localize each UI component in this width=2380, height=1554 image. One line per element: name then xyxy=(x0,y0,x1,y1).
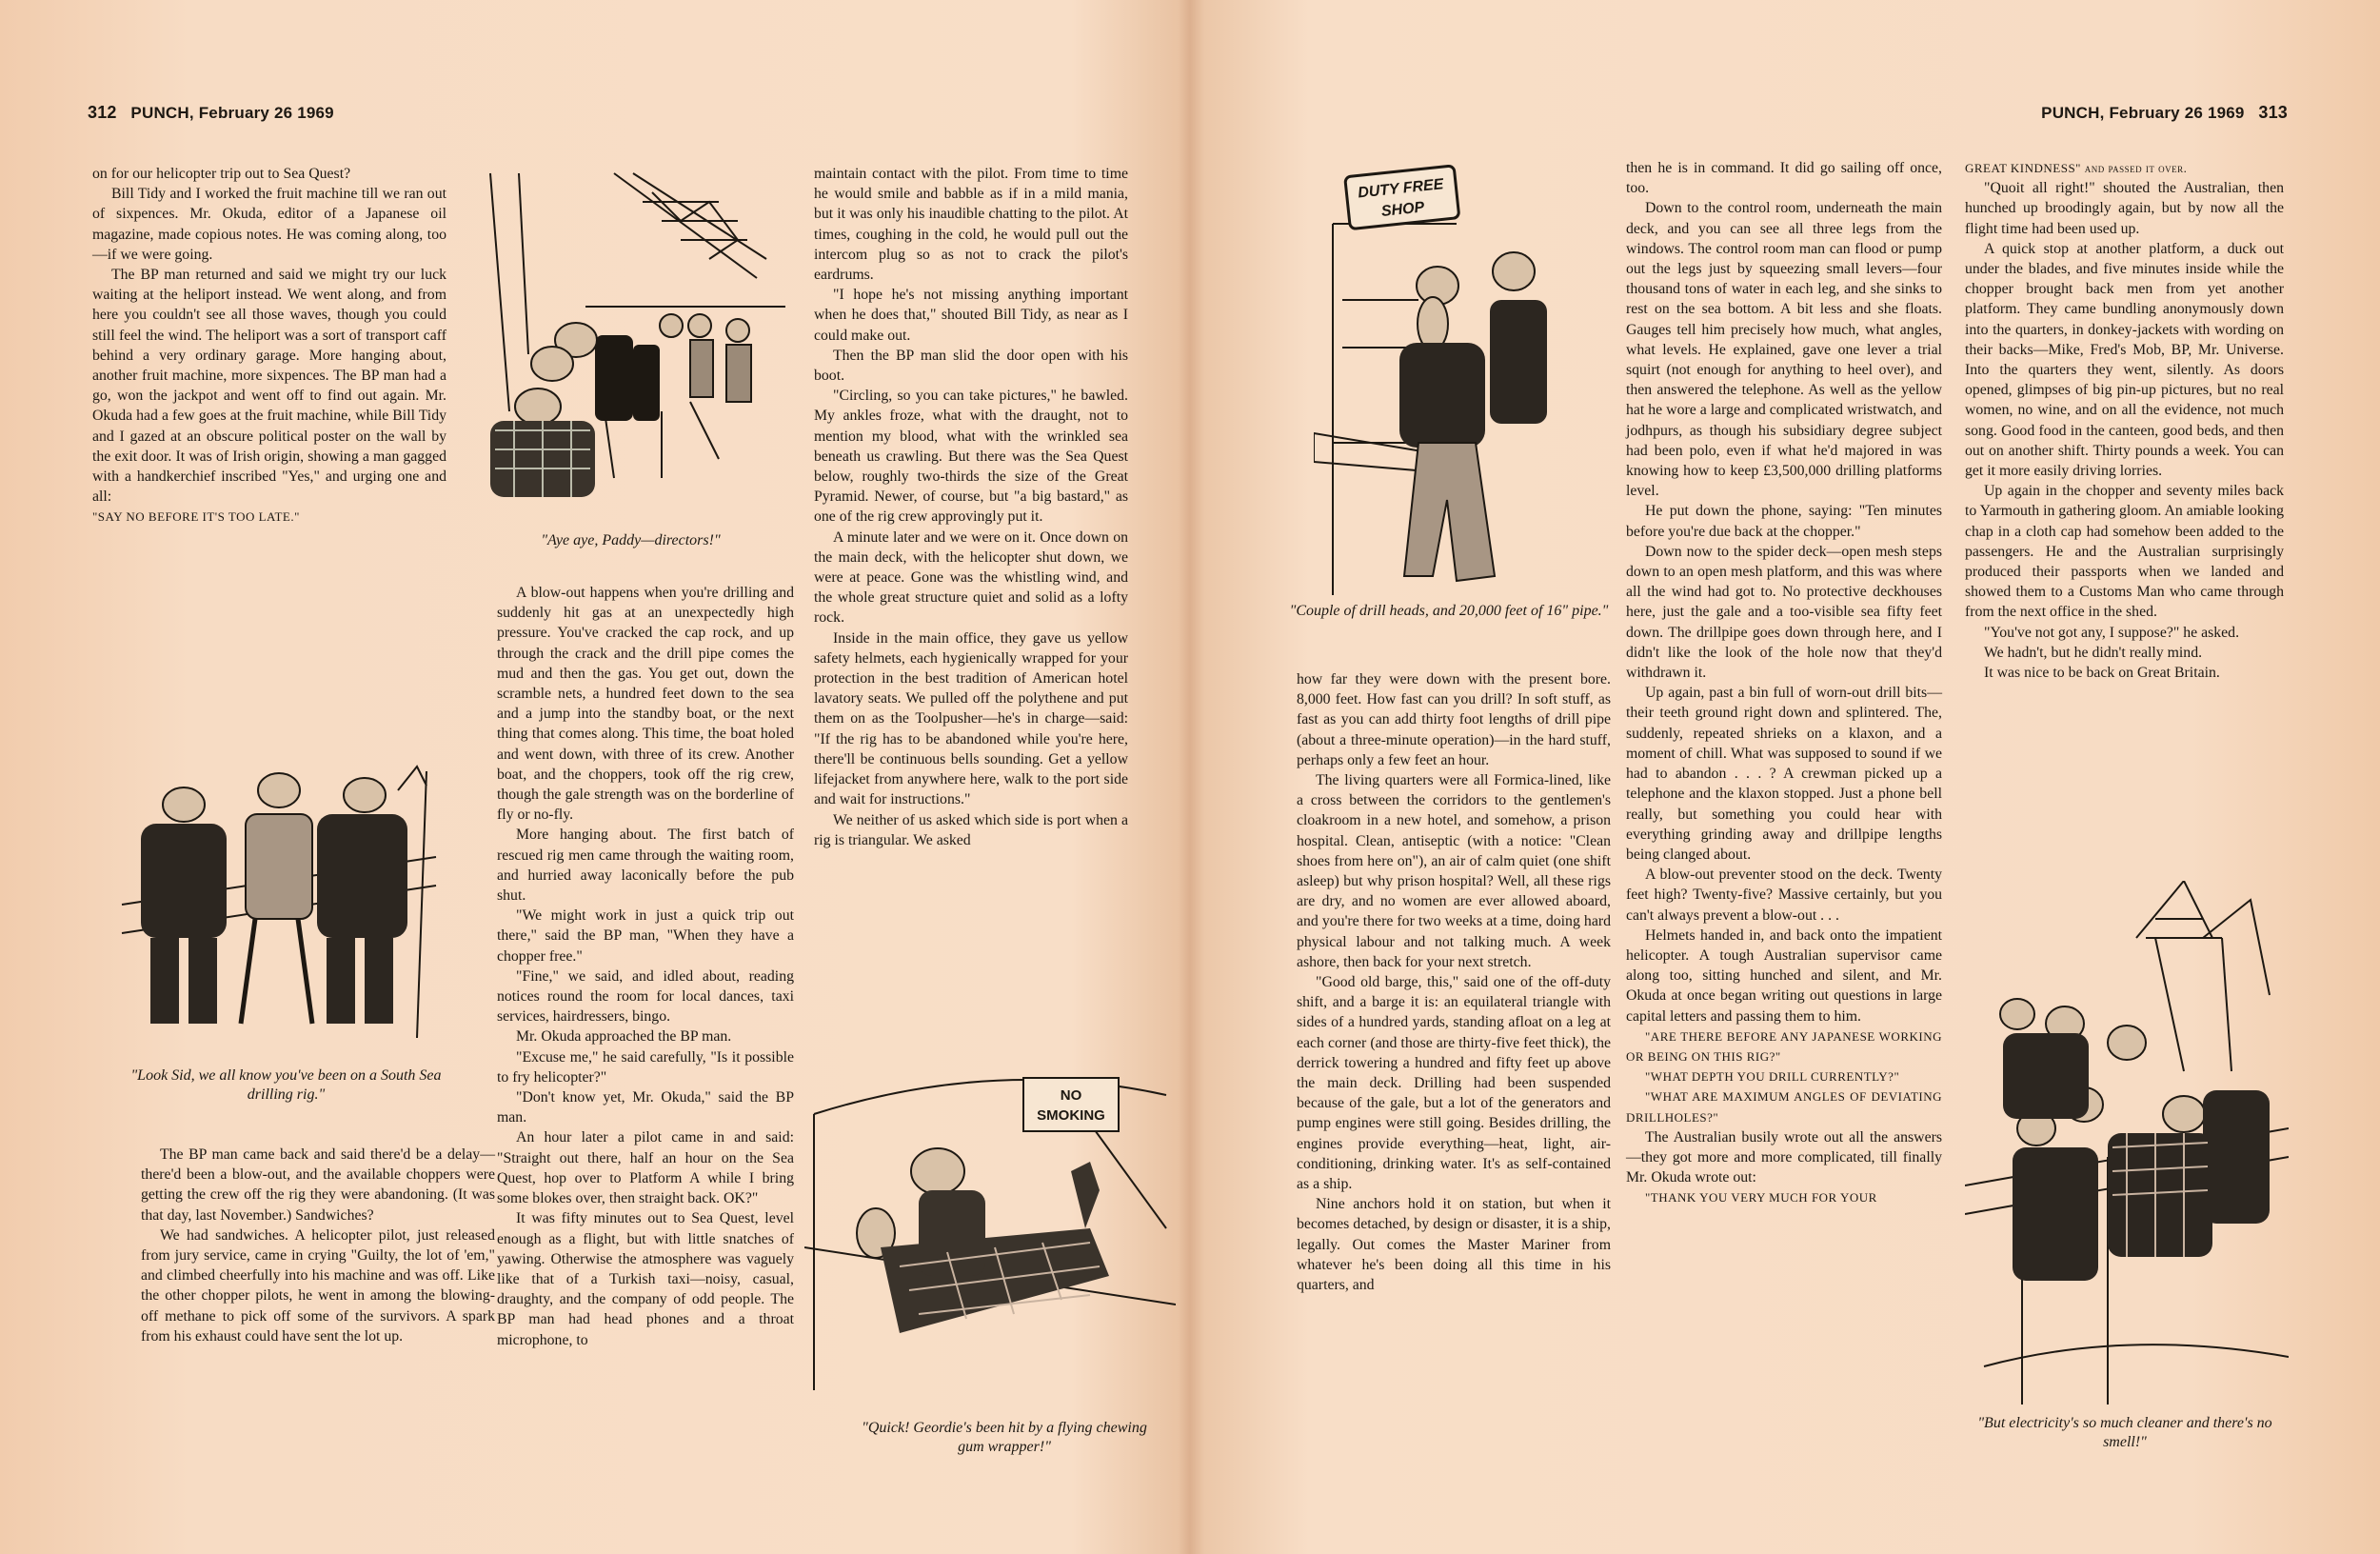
left-page xyxy=(0,0,1188,1554)
column-3 xyxy=(814,164,1128,850)
paragraph: Mr. Okuda approached the BP man. xyxy=(516,1028,732,1046)
paragraph: The Australian busily wrote out all the answers—they got more and more complicated, till finally Mr. Okuda wrote out: xyxy=(1626,1128,1942,1186)
cartoon-caption: "But electricity's so much cleaner and there's no smell!" xyxy=(1977,1415,2272,1450)
page-number: 313 xyxy=(2258,103,2288,122)
paragraph: Inside in the main office, they gave us yellow safety helmets, each hygienically wrapped for your protection in the best tradition of American hotel lavatory seats. We pulled off the polythene and put them on as the Toolpusher—he's in charge—said: "If the rig has to be abandoned while you're here, there'll be continuous bells sounding. Get a yellow lifejacket from anywhere here, walk to the port side and wait for instructions." xyxy=(814,629,1128,808)
paragraph: The living quarters were all Formica-lined, like a cross between the corridors to the gentlemen's cloakroom in a new hotel, and somehow, a prison hospital. Clean, antiseptic (with a notice: "Clean shoes from here on"), an air of calm quiet (one shift asleep) but why prison hospital? Well, all these rigs are dry, and no women are ever allowed aboard, and you're there for two weeks at a time, doing hard physical labour and not talking much. A week ashore, then back for your next stretch. xyxy=(1297,772,1611,970)
cartoon-electricity xyxy=(1965,881,2289,1405)
poster-slogan: "SAY NO BEFORE IT'S TOO LATE." xyxy=(92,509,300,525)
paragraph: Up again, past a bin full of worn-out drill bits—their teeth ground right down and splintered. The, suddenly, repeated shrieks on a klaxon, and a moment of chill. What was supposed to sound if we had to abandon . . . ? A crewman picked up a telephone and the klaxon stopped. Just a phone bell really, but something you could hear with everything grinding away and drillpipe lengths being clanged about. xyxy=(1626,685,1942,863)
column-1-bottom xyxy=(141,1145,495,1346)
paragraph: Then the BP man slid the door open with his boot. xyxy=(814,347,1128,385)
sign-text: SMOKING xyxy=(1037,1107,1105,1124)
page-number: 312 xyxy=(88,103,117,122)
paragraph: "Circling, so you can take pictures," he bawled. My ankles froze, what with the draught, not to mention my blood, what with the wrinkled sea beneath us crawling. But there was the Sea Quest below, roughly two-thirds the size of the Great Pyramid. Newer, of course, but "a big bastard," as one of the rig crew approvingly put it. xyxy=(814,388,1128,526)
paragraph: Down now to the spider deck—open mesh steps down to an open mesh platform, and this was where all the wind had got to. No protective deckhouses here, just the gale and a too-visible sea fifty feet down. The drillpipe goes down through here, and I didn't like the look of the hole now that they'd withdrawn it. xyxy=(1626,543,1942,682)
cartoon-directors xyxy=(471,164,785,521)
question-note: "THANK YOU VERY MUCH FOR YOUR xyxy=(1645,1190,1877,1205)
paragraph: A blow-out preventer stood on the deck. Twenty feet high? Twenty-five? Massive certainly, but you can't always prevent a blow-out . . . xyxy=(1626,867,1942,924)
question-note: GREAT KINDNESS" and passed it over. xyxy=(1965,161,2188,175)
paragraph: More hanging about. The first batch of rescued rig men came through the waiting room, and hurried away laconically before the pub shut. xyxy=(497,827,794,905)
paragraph: Helmets handed in, and back onto the impatient helicopter. A tough Australian supervisor came along too, sitting hunched and silent, and Mr. Okuda at once began writing out questions in large capital letters and passing them to him. xyxy=(1626,926,1942,1025)
paragraph: The BP man returned and said we might try our luck waiting at the heliport instead. We went along, and from here you couldn't see all those waves, though you could still feel the wind. The heliport was a sort of transport caff behind a very ordinary garage. More hanging about, another fruit machine, more sixpences. The BP man had a go, won the jackpot and went off to find out again. Mr. Okuda had a few goes at the fruit machine, while Bill Tidy and I gazed at an obscure political poster on the wall by the exit door. It was of Irish origin, showing a man gagged with a handkerchief inscribed "Yes," and urging one and all: xyxy=(92,267,446,506)
paragraph: It was nice to be back on Great Britain. xyxy=(1984,665,2220,682)
paragraph: "Excuse me," he said carefully, "Is it possible to fry helicopter?" xyxy=(497,1048,794,1086)
cartoon-illustration xyxy=(112,752,446,1038)
column-2 xyxy=(1626,158,1942,1208)
cartoon-south-sea xyxy=(112,752,446,1038)
cartoon-no-smoking xyxy=(804,1057,1176,1400)
paragraph: "Fine," we said, and idled about, reading notices round the room for local dances, taxi services, hairdressers, bingo. xyxy=(497,967,794,1026)
paragraph: maintain contact with the pilot. From time to time he would smile and babble as if in a mild mania, but it was only his inaudible chatting to the pilot. At times, coughing in the cold, he would pull out the intercom plug so as not to crack the pilot's eardrums. xyxy=(814,166,1128,284)
column-1 xyxy=(1297,669,1611,1295)
page-header xyxy=(2041,103,2288,123)
cartoon-caption: "Look Sid, we all know you've been on a South Sea drilling rig." xyxy=(130,1067,442,1103)
cartoon-duty-free xyxy=(1314,157,1628,595)
column-2 xyxy=(497,583,794,1350)
right-page xyxy=(1192,0,2380,1554)
cartoon-caption: "Quick! Geordie's been hit by a flying chewing gum wrapper!" xyxy=(862,1420,1147,1455)
page-header xyxy=(88,103,334,123)
paragraph: It was fifty minutes out to Sea Quest, level enough as a flight, but with little snatches of yawing. Otherwise the atmosphere was vaguely like that of a Turkish taxi—noisy, casual, draughty, and the company of odd people. The BP man had head phones and a throat microphone, to xyxy=(497,1210,794,1348)
cartoon-illustration xyxy=(471,164,785,521)
publication-line: PUNCH, February 26 1969 xyxy=(2041,104,2245,122)
paragraph: An hour later a pilot came in and said: "Straight out there, half an hour on the Sea Quest, hop over to Platform A while I bring some blokes over, then straight back. OK?" xyxy=(497,1129,794,1207)
sign-text: NO xyxy=(1060,1087,1082,1104)
paragraph: then he is in command. It did go sailing off once, too. xyxy=(1626,160,1942,197)
paragraph: Down to the control room, underneath the main deck, and you can see all three legs from the windows. The control room man can flood or pump out the legs just by squeezing small levers—four thousand tons of water in each leg, and she sinks to rest on the sea bottom. A bit less and she floats. Gauges tell him precisely how much, what angles, what levels. He explained, gave one lever a trial squirt (not enough for anything to heel over), and then answered the telephone. As well as the yellow hat he wore a large and complicated wristwatch, and jodhpurs, as though his subsidiary degree subject had been polo, even if what he'd majored in was knowing how to keep £3,500,000 drilling platforms level. xyxy=(1626,200,1942,500)
question-note: "WHAT ARE MAXIMUM ANGLES OF DEVIATING DRILLHOLES?" xyxy=(1626,1089,1942,1125)
paragraph: The BP man came back and said there'd be a delay—there'd been a blow-out, and the available choppers were getting the crew off the rig they were abandoning. (It was that day, last November.) Sandwiches? xyxy=(141,1146,495,1224)
paragraph: on for our helicopter trip out to Sea Quest? xyxy=(92,166,351,182)
column-1-top xyxy=(92,164,446,528)
publication-line: PUNCH, February 26 1969 xyxy=(130,104,334,122)
paragraph: "I hope he's not missing anything important when he does that," shouted Bill Tidy, as near as I could make out. xyxy=(814,287,1128,344)
cartoon-illustration xyxy=(804,1057,1176,1400)
paragraph: "Good old barge, this," said one of the off-duty shift, and a barge it is: an equilateral triangle with sides of a hundred yards, standing afloat on a leg at each corner (and those are thirty-five feet thick), the derrick towering a hundred and fifty feet up above the main deck. Drilling had been suspended because of the gale, but a lot of the generators and pump engines were still going. Besides drilling, the engines provide everything—heat, light, air-conditioning, drinking water. It's as self-contained as a ship. xyxy=(1297,974,1611,1193)
paragraph: A blow-out happens when you're drilling and suddenly hit gas at an unexpectedly high pressure. You've cracked the cap rock, and up through the crack and the drill pipe comes the mud and then the gas. You get out, down the scramble nets, a hundred feet down to the sea and a jump into the standby boat, or the next thing that comes along. This time, the boat holed and went down, with three of its crew. Another boat, and the choppers, took off the rig crew, though the gale strength was on the borderline of fly or no-fly. xyxy=(497,585,794,824)
paragraph: We had sandwiches. A helicopter pilot, just released from jury service, came in crying "Guilty, the lot of 'em," and climbed cheerfully into his machine and was off. Like the other chopper pilots, he went in among the blowing-off methane to pick off some of the survivors. A spark from his exhaust could have sent the lot up. xyxy=(141,1226,495,1345)
question-note: "ARE THERE BEFORE ANY JAPANESE WORKING OR BEING ON THIS RIG?" xyxy=(1626,1028,1942,1064)
paragraph: "You've not got any, I suppose?" he asked. xyxy=(1984,624,2240,641)
paragraph: A minute later and we were on it. Once down on the main deck, with the helicopter shut down, we were at peace. Gone was the whistling wind, and the whole great structure quiet and solid as a lofty rock. xyxy=(814,528,1128,627)
sign-text: DUTY FREE xyxy=(1357,176,1445,202)
cartoon-caption: "Aye aye, Paddy—directors!" xyxy=(541,532,721,548)
paragraph: "Don't know yet, Mr. Okuda," said the BP man. xyxy=(497,1089,794,1126)
paragraph: "We might work in just a quick trip out there," said the BP man, "When they have a chopper free." xyxy=(497,907,794,965)
cartoon-caption: "Couple of drill heads, and 20,000 feet of 16" pipe." xyxy=(1289,603,1609,619)
cartoon-illustration xyxy=(1314,157,1628,595)
paragraph: We neither of us asked which side is port when a rig is triangular. We asked xyxy=(814,811,1128,848)
sign-text: SHOP xyxy=(1380,199,1426,221)
paragraph: "Quoit all right!" shouted the Australian, then hunched up broodingly again, but by now all the flight time had been used up. xyxy=(1965,180,2284,237)
paragraph: We hadn't, but he didn't really mind. xyxy=(1984,644,2203,661)
question-note: "WHAT DEPTH YOU DRILL CURRENTLY?" xyxy=(1645,1069,1900,1085)
paragraph: He put down the phone, saying: "Ten minutes before you're due back at the chopper." xyxy=(1626,503,1942,540)
paragraph: A quick stop at another platform, a duck out under the blades, and five minutes inside while the chopper brought back men from yet another platform. They came bundling anonymously down into the quarters, in donkey-jackets with wording on their backs—Mike, Fred's Mob, BP, Mr. Universe. Into the quarters they went, silently. As doors opened, glimpses of big pin-up pictures, but no real women, no wine, and on all the evidence, not much song. Good food in the canteen, good beds, and then out on another shift. Thirty pounds a week. You can get it more easily driving lorries. xyxy=(1965,240,2284,480)
paragraph: Up again in the chopper and seventy miles back to Yarmouth in gathering gloom. An amiable looking chap in a cloth cap had somehow been added to the passengers. He and the Australian surprisingly produced their passports when we landed and showed them to a Customs Man who came through from the next office in the shed. xyxy=(1965,483,2284,621)
column-3 xyxy=(1965,158,2284,683)
paragraph: Bill Tidy and I worked the fruit machine till we ran out of sixpences. Mr. Okuda, editor of a Japanese oil magazine, made copious notes. He was coming along, too —if we were going. xyxy=(92,186,446,263)
cartoon-illustration xyxy=(1965,881,2289,1405)
paragraph: Nine anchors hold it on station, but when it becomes detached, by design or disaster, it is a ship, legally. Out comes the Master Mariner from whatever he's been doing all this time in his quarters, and xyxy=(1297,1196,1611,1294)
paragraph: how far they were down with the present bore. 8,000 feet. How fast can you drill? In soft stuff, as fast as you can add thirty foot lengths of drill pipe (about a three-minute operation)—in the hard stuff, perhaps only a few feet an hour. xyxy=(1297,671,1611,768)
